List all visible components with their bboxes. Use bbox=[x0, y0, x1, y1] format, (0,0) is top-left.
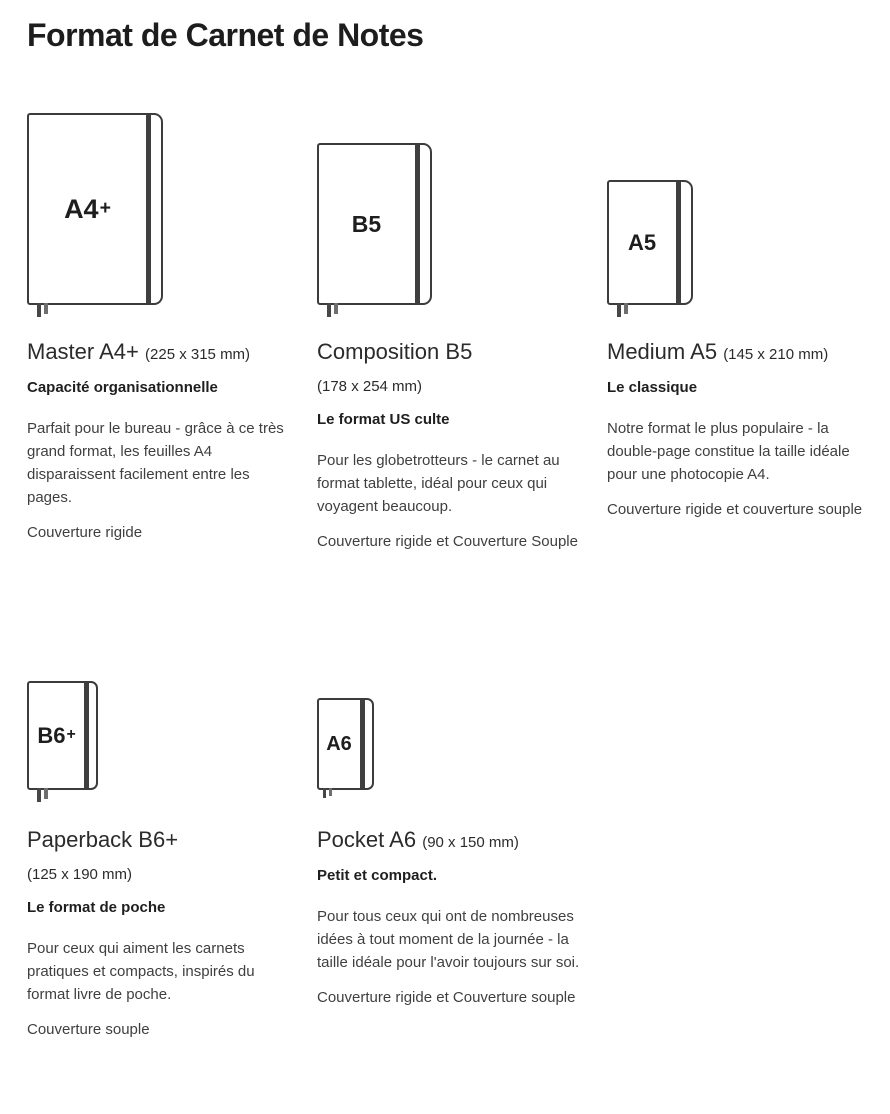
notebook-illustration-a4plus bbox=[27, 113, 163, 305]
format-description: Pour les globetrotteurs - le carnet au format tablette, idéal pour ceux qui voyagent beaucoup. bbox=[317, 452, 560, 515]
format-title bbox=[607, 336, 859, 371]
notebook-size-label bbox=[609, 182, 676, 303]
format-name: Paperback B6+ bbox=[27, 827, 179, 852]
formats-row-bottom bbox=[27, 681, 863, 1041]
notebook-size-text: A4 bbox=[64, 193, 99, 224]
format-name: Medium A5 bbox=[607, 339, 718, 364]
format-tagline: Capacité organisationnelle bbox=[27, 379, 218, 396]
bookmark-ribbons-icon bbox=[323, 788, 332, 798]
format-dimensions: (145 x 210 mm) bbox=[723, 346, 829, 363]
notebook-illustration-b5 bbox=[317, 143, 432, 305]
elastic-band-icon bbox=[415, 145, 420, 303]
elastic-band-icon bbox=[146, 115, 151, 303]
bookmark-ribbons-icon bbox=[37, 303, 48, 317]
format-card-medium-a5 bbox=[607, 113, 871, 553]
notebook-illustration-a6 bbox=[317, 698, 374, 790]
format-dimensions: (178 x 254 mm) bbox=[317, 378, 423, 395]
notebook-illustration-a5 bbox=[607, 180, 693, 305]
format-tagline: Petit et compact. bbox=[317, 867, 438, 884]
notebook-size-text: B6 bbox=[37, 722, 66, 748]
elastic-band-icon bbox=[84, 683, 89, 788]
notebook-size-text: B5 bbox=[351, 210, 382, 237]
elastic-band-icon bbox=[676, 182, 681, 303]
notebook-figure bbox=[317, 113, 581, 319]
page-title: Format de Carnet de Notes bbox=[27, 17, 424, 53]
format-title bbox=[27, 336, 279, 371]
format-covers: Couverture rigide et couverture souple bbox=[607, 501, 863, 518]
format-dimensions: (125 x 190 mm) bbox=[27, 866, 133, 883]
format-description: Pour ceux qui aiment les carnets pratiques et compacts, inspirés du format livre de poche. bbox=[27, 940, 255, 1003]
format-dimensions: (225 x 315 mm) bbox=[145, 346, 251, 363]
notebook-size-plus: + bbox=[99, 196, 111, 219]
elastic-band-icon bbox=[360, 700, 365, 788]
format-covers: Couverture rigide et Couverture souple bbox=[317, 989, 576, 1006]
notebook-figure bbox=[27, 113, 291, 319]
format-card-master-a4plus bbox=[27, 113, 291, 553]
notebook-illustration-b6plus bbox=[27, 681, 98, 790]
notebook-size-label bbox=[319, 700, 360, 788]
format-card-pocket-a6 bbox=[317, 681, 581, 1041]
format-dimensions: (90 x 150 mm) bbox=[422, 834, 519, 851]
format-tagline: Le format de poche bbox=[27, 899, 166, 916]
notebook-size-text: A6 bbox=[326, 732, 352, 755]
format-tagline: Le format US culte bbox=[317, 411, 450, 428]
format-card-composition-b5 bbox=[317, 113, 581, 553]
format-covers: Couverture rigide bbox=[27, 524, 143, 541]
format-covers: Couverture rigide et Couverture Souple bbox=[317, 533, 578, 550]
format-covers: Couverture souple bbox=[27, 1021, 150, 1038]
notebook-size-plus: + bbox=[66, 725, 76, 743]
format-description: Pour tous ceux qui ont de nombreuses idées à tout moment de la journée - la taille idéale pour l'avoir toujours sur soi. bbox=[317, 908, 580, 971]
notebook-size-label bbox=[29, 115, 146, 303]
notebook-size-text: A5 bbox=[627, 229, 657, 255]
notebook-size-label bbox=[29, 683, 84, 788]
notebook-figure bbox=[607, 113, 871, 319]
format-title bbox=[27, 824, 279, 891]
bookmark-ribbons-icon bbox=[37, 788, 48, 802]
format-name: Master A4+ bbox=[27, 339, 139, 364]
format-title bbox=[317, 336, 569, 403]
notebook-figure bbox=[27, 681, 291, 804]
bookmark-ribbons-icon bbox=[617, 303, 628, 317]
notebook-figure bbox=[317, 681, 581, 804]
format-title bbox=[317, 824, 569, 859]
format-description: Parfait pour le bureau - grâce à ce très grand format, les feuilles A4 disparaissent facilement entre les pages. bbox=[27, 420, 284, 506]
format-card-paperback-b6plus bbox=[27, 681, 291, 1041]
notebook-size-label bbox=[319, 145, 415, 303]
bookmark-ribbons-icon bbox=[327, 303, 338, 317]
format-name: Composition B5 bbox=[317, 339, 473, 364]
format-description: Notre format le plus populaire - la double-page constitue la taille idéale pour une photocopie A4. bbox=[607, 420, 850, 483]
format-tagline: Le classique bbox=[607, 379, 698, 396]
formats-row-top bbox=[27, 113, 863, 553]
format-name: Pocket A6 bbox=[317, 827, 417, 852]
